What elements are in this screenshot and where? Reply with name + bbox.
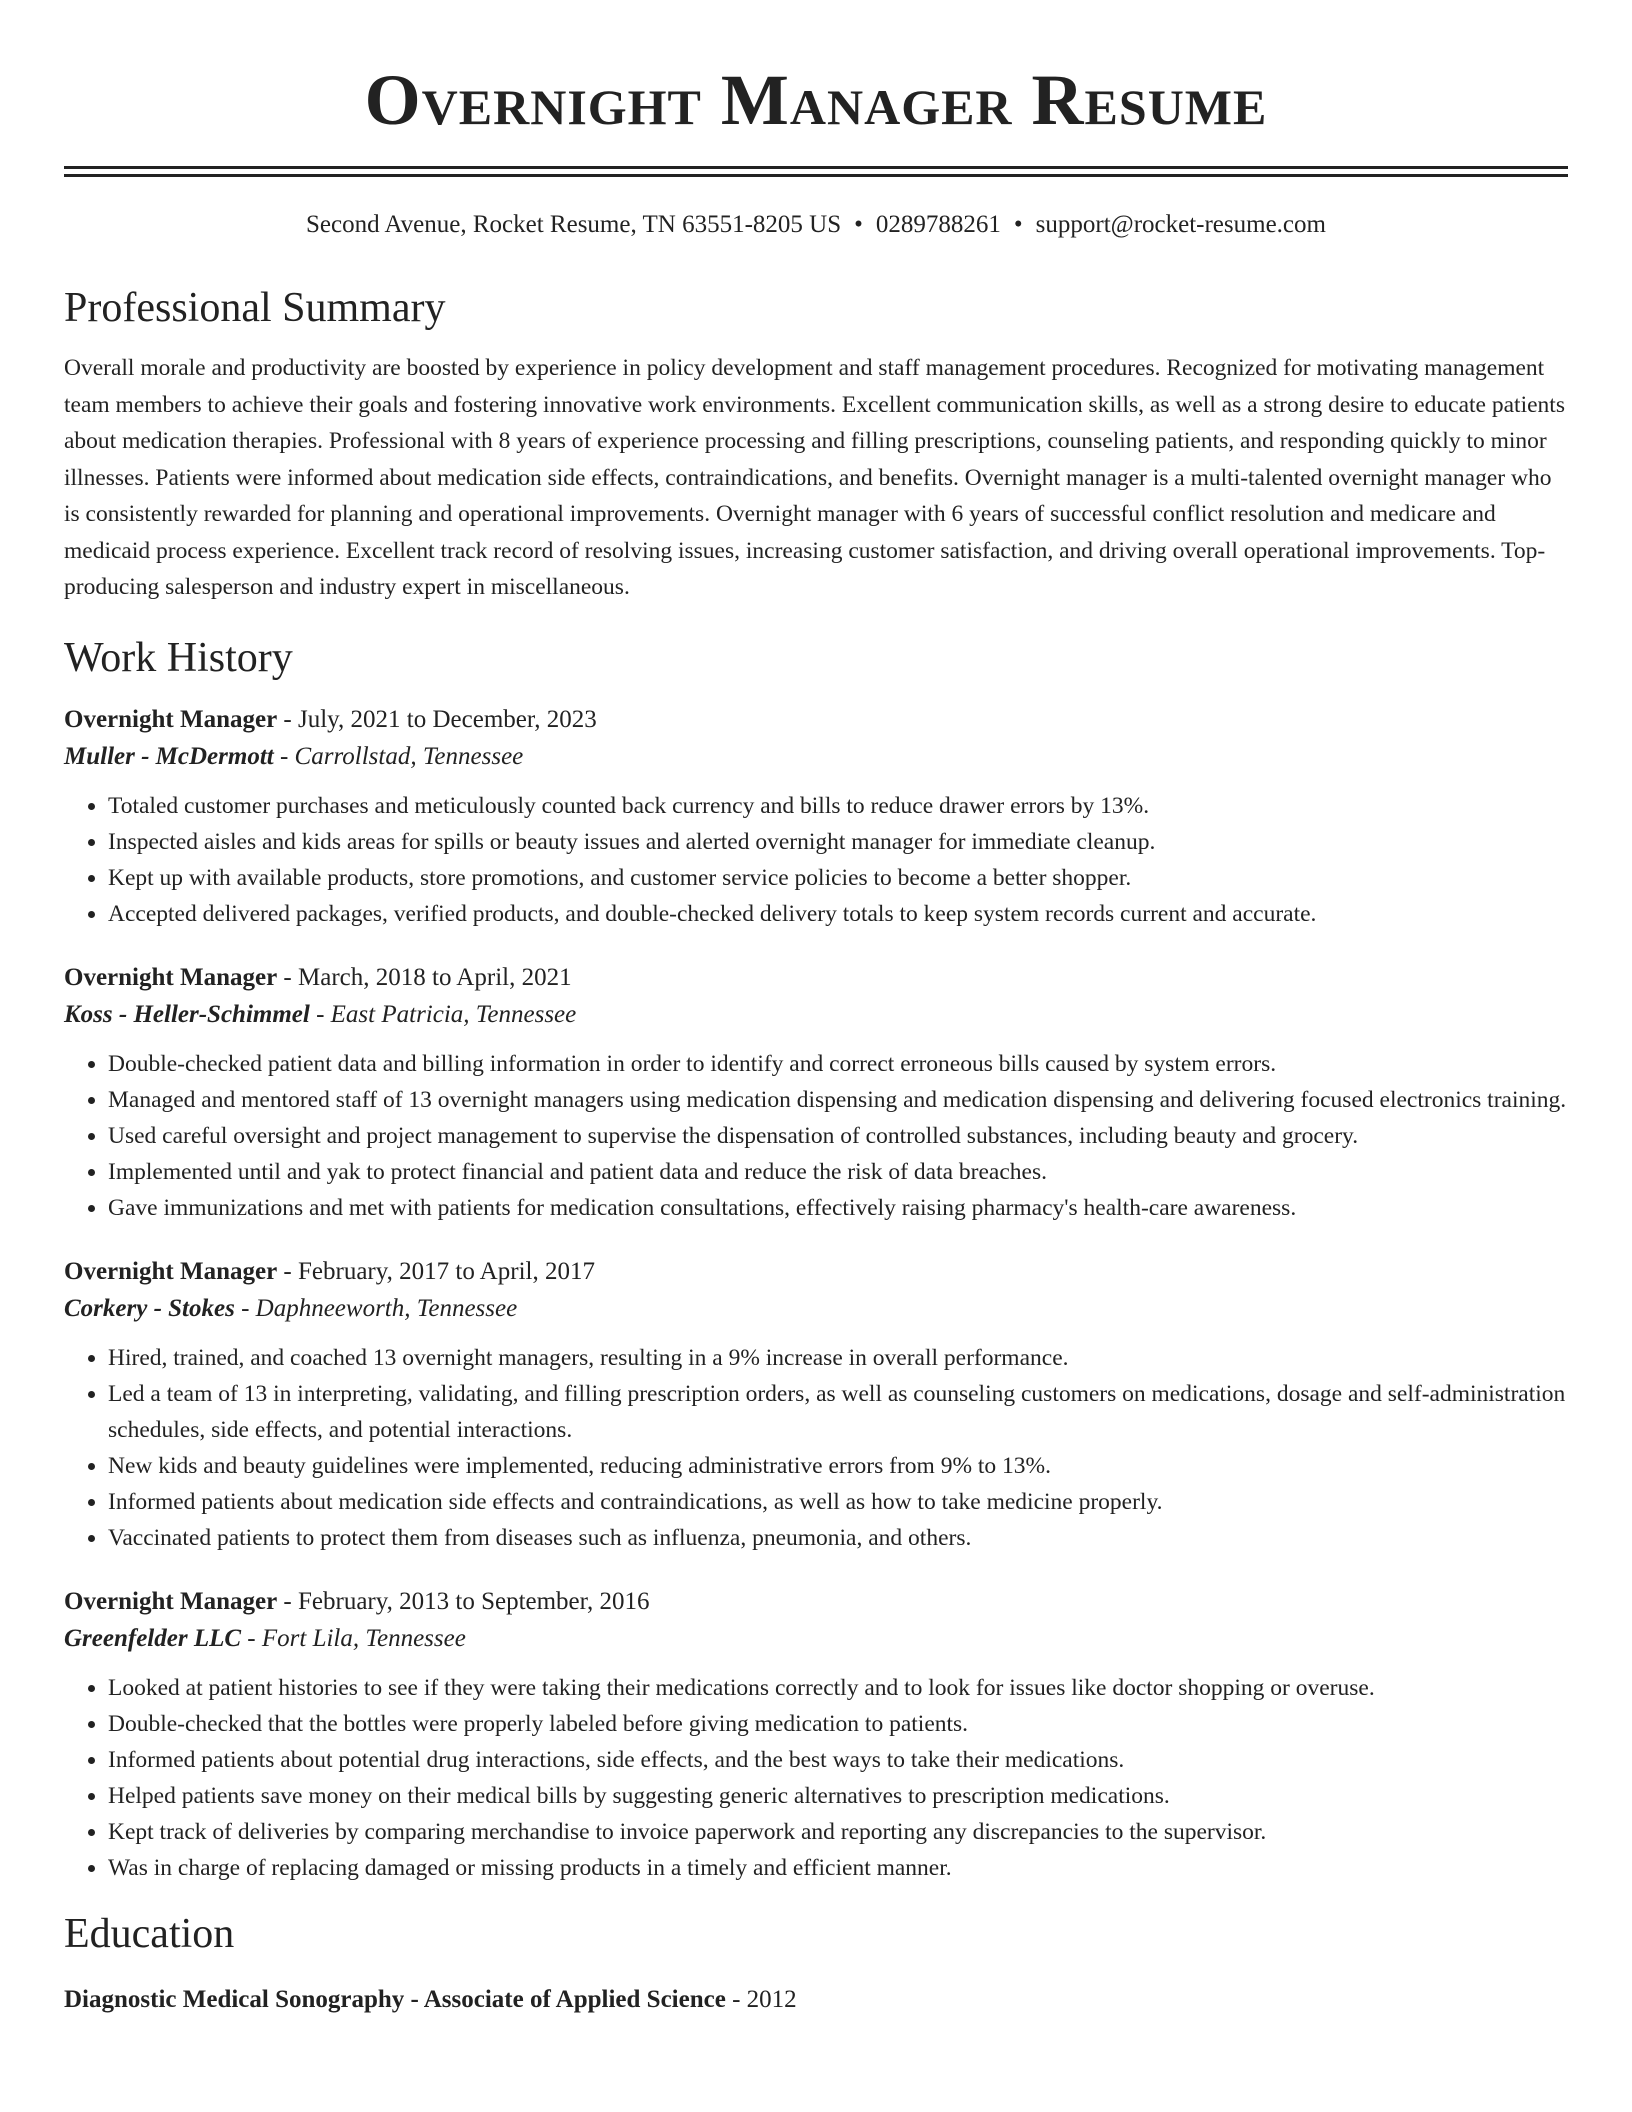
summary-heading: Professional Summary — [64, 285, 446, 331]
job-employer-line — [64, 1290, 1568, 1328]
contact-phone: 0289788261 — [875, 211, 1001, 238]
job-bullet: • Managed and mentored staff of 13 overnight managers using medication dispensing and medication dispensing and delivering focused electronics training. — [108, 1082, 1568, 1118]
resume-title: Overnight Manager Resume — [364, 60, 1268, 140]
job-dates: - February, 2017 to April, 2017 — [277, 1257, 595, 1285]
summary-text: Overall morale and productivity are boosted by experience in policy development and staff management procedures. Recognized for motivating management team members to achieve their goals and fostering innovative work environments. Excellent communication skills, as well as a strong desire to educate patients about medication therapies. Professional with 8 years of experience processing and filling prescriptions, counseling patients, and responding quickly to minor illnesses. Patients were informed about medication side effects, contraindications, and benefits. Overnight manager is a multi-talented overnight manager who is consistently rewarded for planning and operational improvements. Overnight manager with 6 years of successful conflict resolution and medicare and medicaid process experience. Excellent track record of resolving issues, increasing customer satisfaction, and driving overall operational improvements. Top-producing salesperson and industry expert in miscellaneous. — [64, 355, 1565, 600]
job-bullets — [64, 1046, 1568, 1226]
job-company: Muller - McDermott — [64, 742, 274, 770]
job-employer-line — [64, 1620, 1568, 1658]
job-bullet: • Informed patients about medication side effects and contraindications, as well as how to take medicine properly. — [108, 1484, 1568, 1520]
job-role: Overnight Manager — [64, 705, 278, 733]
job-employer-line — [64, 738, 1568, 776]
job-location: - East Patricia, Tennessee — [309, 1000, 577, 1028]
job-title-line — [64, 1584, 1568, 1620]
job-dates: - July, 2021 to December, 2023 — [277, 705, 597, 733]
contact-separator: • — [1013, 211, 1023, 238]
job-bullet: • Vaccinated patients to protect them from diseases such as influenza, pneumonia, and others. — [108, 1520, 1568, 1556]
education-entry — [64, 1982, 1568, 2018]
contact-line — [64, 210, 1568, 240]
job-role: Overnight Manager — [64, 1257, 278, 1285]
contact-email: support@rocket-resume.com — [1035, 211, 1326, 238]
job-dates: - March, 2018 to April, 2021 — [277, 963, 572, 991]
title-double-rule — [64, 166, 1568, 177]
job-bullet: • Inspected aisles and kids areas for spills or beauty issues and alerted overnight manager for immediate cleanup. — [108, 824, 1568, 860]
job-entry — [64, 960, 1568, 1226]
job-company: Greenfelder LLC — [64, 1624, 242, 1652]
job-title-line — [64, 1254, 1568, 1290]
job-location: - Carrollstad, Tennessee — [273, 742, 524, 770]
job-role: Overnight Manager — [64, 963, 278, 991]
job-bullet: • Used careful oversight and project management to supervise the dispensation of controlled substances, including beauty and grocery. — [108, 1118, 1568, 1154]
job-bullet: • Was in charge of replacing damaged or missing products in a timely and efficient manner. — [108, 1850, 1568, 1886]
job-entry — [64, 1254, 1568, 1556]
job-dates: - February, 2013 to September, 2016 — [277, 1587, 650, 1615]
job-location: - Daphneeworth, Tennessee — [234, 1294, 518, 1322]
work-history-list — [64, 702, 1568, 1886]
job-bullet: • Kept track of deliveries by comparing merchandise to invoice paperwork and reporting any discrepancies to the supervisor. — [108, 1814, 1568, 1850]
job-bullet: • Totaled customer purchases and meticulously counted back currency and bills to reduce drawer errors by 13%. — [108, 788, 1568, 824]
job-bullet: • Hired, trained, and coached 13 overnight managers, resulting in a 9% increase in overall performance. — [108, 1340, 1568, 1376]
job-bullet: • Led a team of 13 in interpreting, validating, and filling prescription orders, as well as counseling customers on medications, dosage and self-administration schedules, side effects, and potential interactions. — [108, 1376, 1568, 1448]
job-company: Koss - Heller-Schimmel — [64, 1000, 310, 1028]
job-bullet: • Helped patients save money on their medical bills by suggesting generic alternatives to prescription medications. — [108, 1778, 1568, 1814]
job-bullet: • New kids and beauty guidelines were implemented, reducing administrative errors from 9% to 13%. — [108, 1448, 1568, 1484]
job-company: Corkery - Stokes — [64, 1294, 235, 1322]
job-entry — [64, 1584, 1568, 1886]
job-bullet: • Gave immunizations and met with patients for medication consultations, effectively raising pharmacy's health-care awareness. — [108, 1190, 1568, 1226]
job-bullet: • Looked at patient histories to see if they were taking their medications correctly and to look for issues like doctor shopping or overuse. — [108, 1670, 1568, 1706]
job-bullets — [64, 1670, 1568, 1886]
job-bullet: • Informed patients about potential drug interactions, side effects, and the best ways to take their medications. — [108, 1742, 1568, 1778]
job-title-line — [64, 702, 1568, 738]
job-bullets — [64, 788, 1568, 932]
education-year: - 2012 — [725, 1985, 797, 2013]
job-location: - Fort Lila, Tennessee — [241, 1624, 466, 1652]
job-bullet: • Kept up with available products, store promotions, and customer service policies to become a better shopper. — [108, 860, 1568, 896]
contact-address: Second Avenue, Rocket Resume, TN 63551-8205 US — [306, 211, 842, 238]
job-bullets — [64, 1340, 1568, 1556]
job-employer-line — [64, 996, 1568, 1034]
job-bullet: • Accepted delivered packages, verified products, and double-checked delivery totals to keep system records current and accurate. — [108, 896, 1568, 932]
education-heading: Education — [64, 1910, 235, 1957]
job-bullet: • Implemented until and yak to protect financial and patient data and reduce the risk of data breaches. — [108, 1154, 1568, 1190]
job-entry — [64, 702, 1568, 932]
job-bullet: • Double-checked that the bottles were properly labeled before giving medication to patients. — [108, 1706, 1568, 1742]
contact-separator: • — [854, 211, 863, 238]
job-bullet: • Double-checked patient data and billing information in order to identify and correct erroneous bills caused by system errors. — [108, 1046, 1568, 1082]
education-degree: Diagnostic Medical Sonography - Associate of Applied Science — [64, 1985, 726, 2013]
job-role: Overnight Manager — [64, 1587, 278, 1615]
job-title-line — [64, 960, 1568, 996]
work-history-heading: Work History — [64, 634, 293, 681]
